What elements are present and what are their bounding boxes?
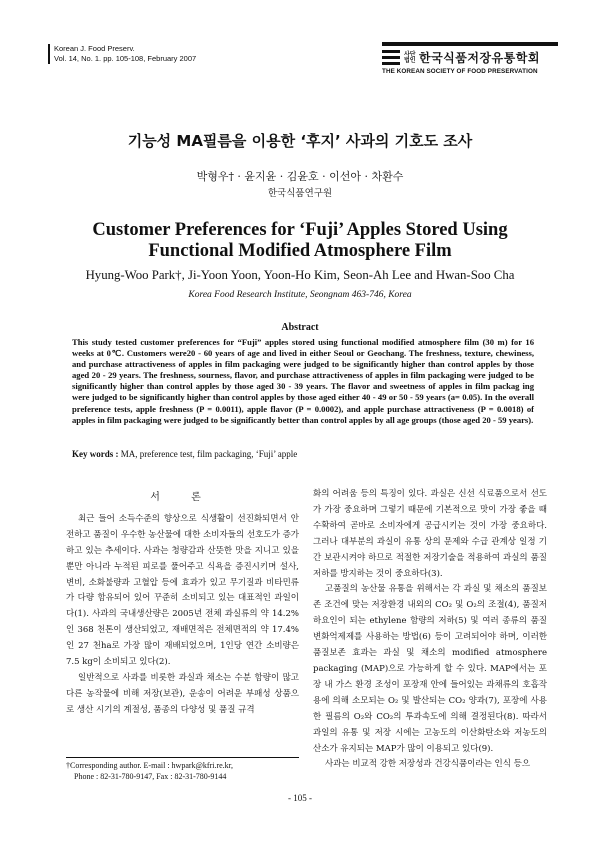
society-header	[382, 42, 558, 75]
journal-citation	[48, 44, 196, 64]
body-left-column	[66, 490, 299, 719]
keywords	[72, 449, 534, 459]
paragraph: 일반적으로 사과를 비롯한 과실과 채소는 수분 함량이 많고 다른 농작물에 비해 저장(보관), 운송이 어려운 부패성 상품으로 생산 시기의 계절성, 품종의 다양성 및 품질 규격	[66, 672, 299, 715]
section-heading-introduction: 서 론	[150, 492, 215, 503]
paragraph: 사과는 비교적 강한 저장성과 건강식품이라는 인식 등으	[325, 759, 531, 770]
paragraph: 최근 들어 소득수준의 향상으로 식생활이 선진화되면서 안전하고 품질이 우수한 농산물에 대한 소비자들의 선호도가 증가하고 있는 추세이다. 사과는 청량감과 산뜻한 맛을 지니고 있을 뿐만 아니라 누적된 피로를 풀어주고 식욕을 증진시키며 설사, 변비, 소화불량과 고혈압 등에 효과가 있고 무기질과 비타민류가 다량 함유되어 있어 꾸준히 소비되고 있는 대표적인 과일이다(1). 사과의 국내생산량은 2005년 전체 과실류의 약 14.2%인 368 천톤이 생산되었고, 재배면적은 전체면적의 약 17.4%인 27 천ha로 가장 많이 재배되었으며, 1인당 연간 소비량은 7.5 kg이 소비되고 있다(2).	[66, 513, 299, 668]
society-logo-icon	[382, 50, 400, 66]
authors-english: Hyung-Woo Park†, Ji-Yoon Yoon, Yoon-Ho Kim, Seon-Ah Lee and Hwan-Soo Cha	[85, 268, 515, 282]
society-prefix: 사단 법인	[404, 50, 416, 64]
footnote-email: †Corresponding author. E-mail : hwpark@kfri.re.kr,	[66, 761, 234, 770]
title-korean: 기능성 MA필름을 이용한 ‘후지’ 사과의 기호도 조사	[127, 132, 473, 150]
paragraph: 고품질의 농산물 유통을 위해서는 각 과실 및 채소의 품질보존 조건에 맞는 저장환경 내외의 CO₂ 및 O₂의 조절(4), 품질저하요인이 되는 ethylene 함량의 저하(5) 및 여러 종류의 품질변화억제제를 사용하는 방법(6) 등이 고려되어야 하며, 이러한 품질보존 효과는 과실 및 채소의 modified atmosphere packaging (MAP)으로 가능하게 할 수 있다. MAP에서는 포장 내 가스 환경 조성이 포장재 안에 들어있는 과채류의 호흡작용에 의해 소모되는 O₂ 및 발산되는 CO₂ 양과(7), 포장에 사용한 필름의 O₂와 CO₂의 투과속도에 의해 결정된다(8). 따라서 과일의 유통 및 저장 시에는 고농도의 이산화탄소와 저농도의 산소가 유지되는 MAP가 많이 이용되고 있다(9).	[313, 584, 547, 754]
affiliation-english: Korea Food Research Institute, Seongnam 463-746, Korea	[188, 290, 412, 300]
society-name-ko: 한국식품저장유통학회	[419, 51, 540, 65]
journal-volume: Vol. 14, No. 1. pp. 105-108, February 2007	[54, 54, 197, 63]
page-number: - 105 -	[288, 793, 312, 803]
authors-korean: 박형우† · 윤지윤 · 김윤호 · 이선아 · 차환수	[196, 170, 404, 183]
keywords-text: MA, preference test, film packaging, ‘Fuji’ apple	[120, 449, 298, 459]
footnote-divider	[66, 757, 299, 758]
abstract-text: This study tested customer preferences for “Fuji” apples stored using functional modified atmosphere film (30 m) for 16 weeks at 0℃. Customers were20 - 60 years of age and lived in either Seoul or Geochang. The freshness, texture, chewiness, and purchase attractiveness of apples in film packaging were judged to be significantly higher than control apples by those aged 20 - 29 years. The freshness, sourness, flavor, and purchase attractiveness of apples in film packaging were judged to be significantly higher than control apples by those aged 30 - 39 years. The flavor and sweetness of apples in film packag ing were judged to be significantly higher than control apples by those aged either 40 - 49 or 50 - 59 years (a= 0.05). In the overall preference tests, apple freshness (P = 0.0011), apple flavor (P = 0.0002), and apple purchase attractiveness (P = 0.0018) of apples in film packaging were judged to be significantly better than control apples by all age groups (those aged 20 - 59 years).	[72, 337, 534, 425]
paragraph: 화의 어려움 등의 특징이 있다. 과실은 신선 식료품으로서 선도가 가장 중요하며 그렇기 때문에 기본적으로 맛이 가장 좋을 때 수확하여 곧바로 소비자에게 공급시키는 것이 가장 중요하다. 그러나 대부분의 과실이 유통 상의 문제와 수급 관계상 일정 기간 보관시켜야 하므로 적절한 저장기술을 적용하여 과실의 품질저하를 방지하는 것이 중요하다(3).	[313, 489, 547, 579]
footnote-phone: Phone : 82-31-780-9147, Fax : 82-31-780-9144	[74, 772, 227, 781]
keywords-label: Key words :	[72, 449, 119, 459]
title-english: Customer Preferences for ‘Fuji’ Apples Stored Using Functional Modified Atmosphere Film	[92, 220, 508, 261]
journal-name: Korean J. Food Preserv.	[54, 44, 135, 53]
affiliation-korean: 한국식품연구원	[267, 188, 333, 199]
abstract-heading: Abstract	[281, 322, 319, 333]
society-rule	[382, 42, 558, 46]
society-name-en: THE KOREAN SOCIETY OF FOOD PRESERVATION	[382, 68, 538, 75]
body-right-column	[313, 487, 547, 773]
footnote	[66, 760, 299, 782]
